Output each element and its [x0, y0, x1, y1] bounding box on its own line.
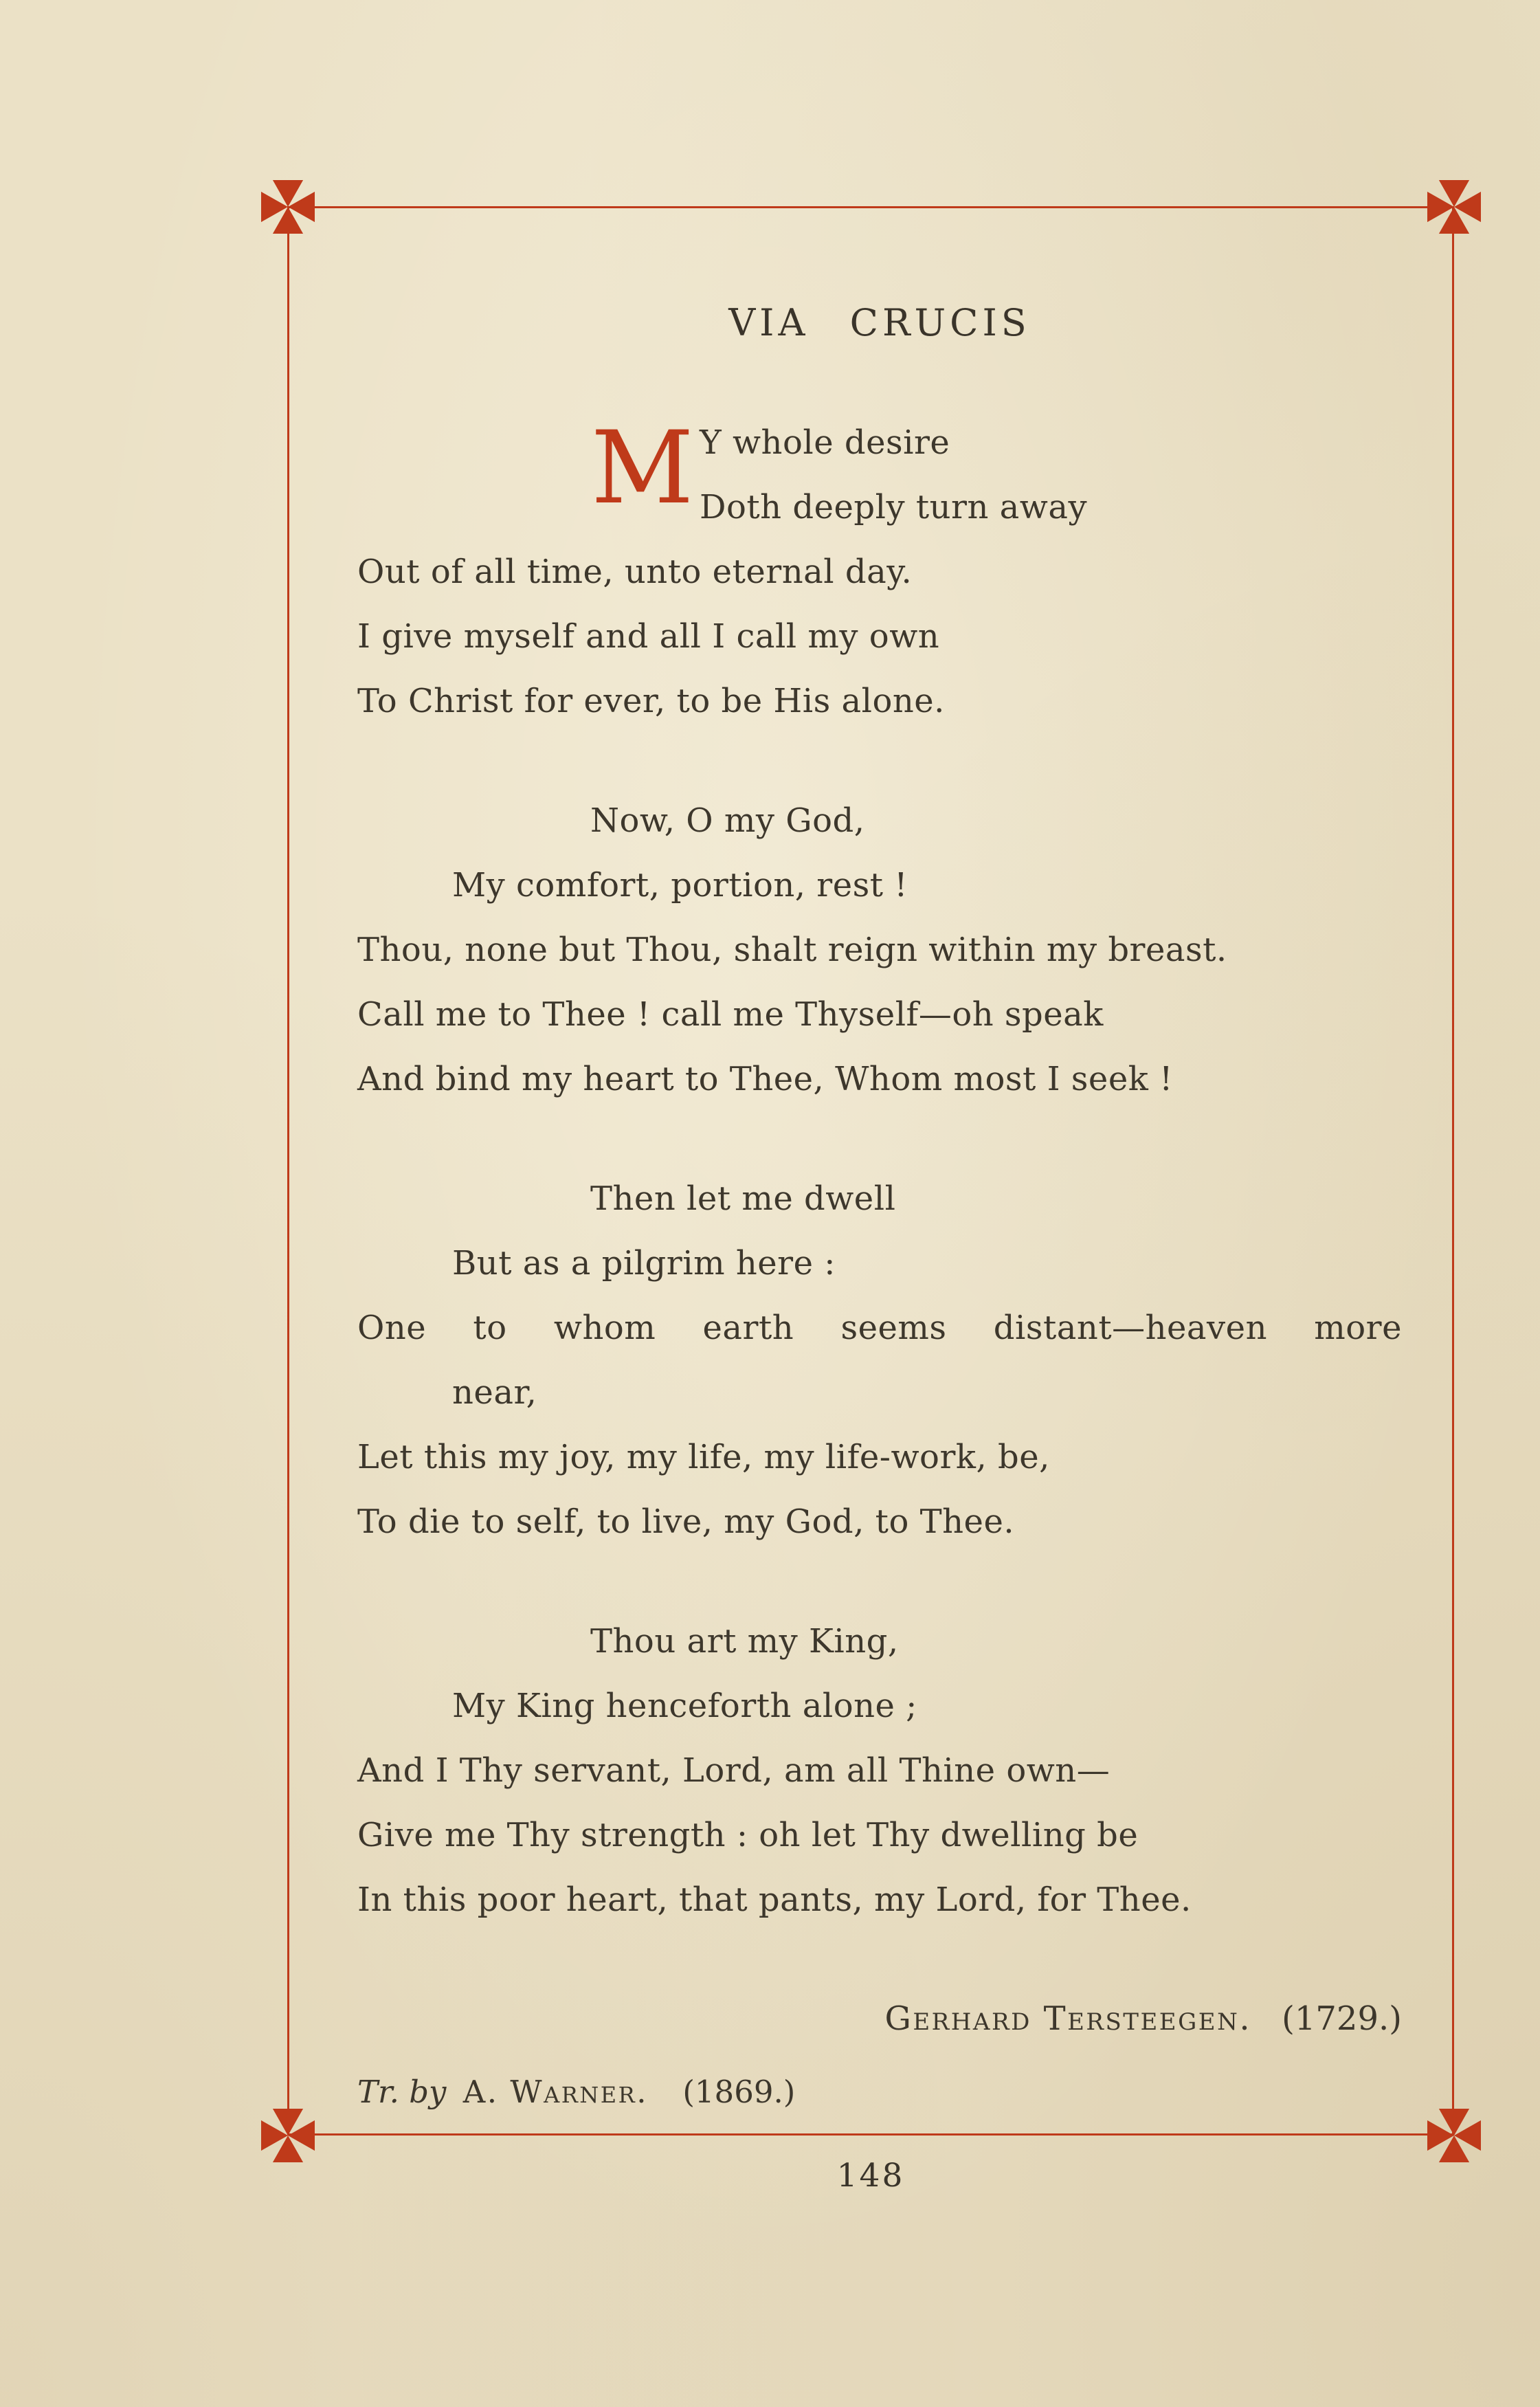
translator-year: (1869.) [682, 2074, 796, 2110]
poem-body [357, 410, 1402, 1932]
stanza-2 [357, 788, 1402, 1111]
maltese-cross-icon [1427, 2109, 1481, 2162]
stanza-1 [357, 410, 1402, 733]
stanza-4 [357, 1609, 1402, 1932]
poem-line: And I Thy servant, Lord, am all Thine own— [357, 1751, 1111, 1790]
poem-line: And bind my heart to Thee, Whom most I seek ! [357, 1060, 1173, 1098]
poem-line: I give myself and all I call my own [357, 617, 940, 656]
poem-line: Now, O my God, [590, 801, 865, 840]
poem-line: Thou, none but Thou, shalt reign within my breast. [357, 931, 1227, 969]
poem-line: Then let me dwell [590, 1179, 896, 1218]
poem-line: But as a pilgrim here : [452, 1244, 836, 1283]
poem-line: Give me Thy strength : oh let Thy dwelling be [357, 1816, 1139, 1854]
maltese-cross-icon [261, 2109, 315, 2162]
poem-line: Let this my joy, my life, my life-work, be, [357, 1438, 1050, 1476]
page-number: 148 [836, 2157, 905, 2195]
poem-line: One to whom earth seems distant—heaven more [357, 1309, 1402, 1347]
poem-title: VIA CRUCIS [728, 301, 1031, 344]
translator-line [357, 2074, 1402, 2110]
poem-line: Out of all time, unto eternal day. [357, 553, 913, 591]
poem-line: My comfort, portion, rest ! [452, 866, 908, 905]
author-name: Gerhard Tersteegen. [884, 1999, 1252, 2038]
page-content [357, 301, 1402, 2110]
stanza-3 [357, 1166, 1402, 1554]
poem-line: My King henceforth alone ; [452, 1687, 917, 1725]
poem-line: To Christ for ever, to be His alone. [357, 682, 945, 720]
maltese-cross-icon [261, 180, 315, 234]
poem-line: In this poor heart, that pants, my Lord, for Thee. [357, 1881, 1192, 1919]
author-year: (1729.) [1282, 1999, 1402, 2038]
attribution-line [357, 1999, 1402, 2038]
poem-line: Thou art my King, [590, 1622, 899, 1661]
poem-line: Y whole desire [700, 423, 950, 462]
translator-name: A. Warner. [462, 2074, 649, 2110]
translator-prefix: Tr. by [357, 2074, 447, 2110]
poem-line: Call me to Thee ! call me Thyself—oh speak [357, 995, 1104, 1034]
poem-line: To die to self, to live, my God, to Thee. [357, 1502, 1015, 1541]
maltese-cross-icon [1427, 180, 1481, 234]
poem-line: near, [452, 1373, 537, 1412]
poem-line: Doth deeply turn away [700, 488, 1088, 526]
drop-cap: M [591, 410, 694, 526]
